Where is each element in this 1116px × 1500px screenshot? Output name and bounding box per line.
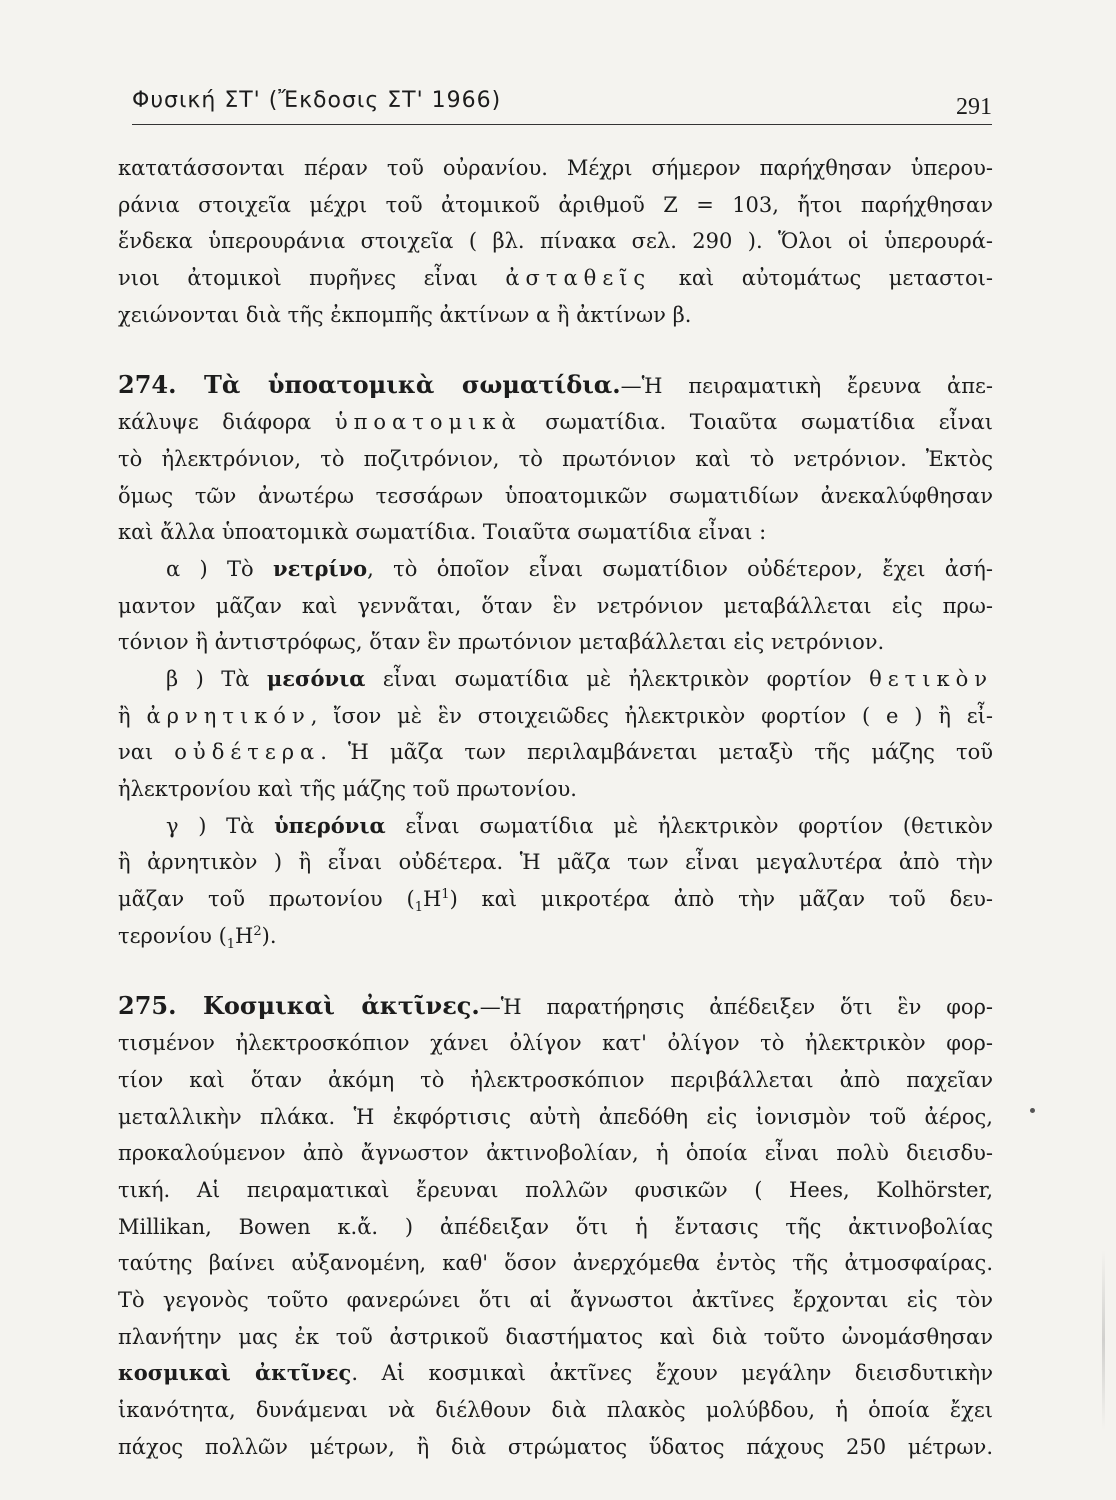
isotope-superscript: 1 [441, 887, 450, 903]
print-speck [1030, 1108, 1035, 1113]
text-line: τική. Αἱ πειραματικαὶ ἔρευναι πολλῶν φυσικῶν ( Hees, Kolhörster, [118, 1177, 993, 1202]
text-line: τισμένον ἠλεκτροσκόπιον χάνει ὀλίγον κατ' ὀλίγον τὸ ἠλεκτρικὸν φορ- [118, 1031, 993, 1056]
text-line: τόνιον ἢ ἀντιστρόφως, ὅταν ἓν πρωτόνιον μεταβάλλεται εἰς νετρόνιον. [118, 630, 885, 655]
section-274-first-line: 274. Τὰ ὑποατομικὰ σωματίδια.—Ἡ πειραματικὴ ἔρευνα ἀπε- [118, 370, 993, 400]
text-line: καὶ ἄλλα ὑποατομικὰ σωματίδια. Τοιαῦτα σωματίδια εἶναι : [118, 520, 767, 545]
text-line: χειώνονται διὰ τῆς ἐκπομπῆς ἀκτίνων α ἢ ἀκτίνων β. [118, 302, 692, 327]
text-line: προκαλούμενον ἀπὸ ἄγνωστον ἀκτινοβολίαν, ἡ ὁποία εἶναι πολὺ διεισδυ- [118, 1141, 993, 1166]
text-line: νιοι ἀτομικοὶ πυρῆνες εἶναι ἀσταθεῖς καὶ αὐτομάτως μεταστοι- [118, 266, 993, 291]
text-line: ὅμως τῶν ἀνωτέρω τεσσάρων ὑποατομικῶν σωματιδίων ἀνεκαλύφθησαν [118, 483, 993, 508]
emphasis-spaced: οὐδέτερα [174, 740, 321, 765]
text-line: ἢ ἀρνητικὸν ) ἢ εἶναι οὐδέτερα. Ἡ μᾶζα των εἶναι μεγαλυτέρα ἀπὸ τὴν [118, 850, 993, 875]
isotope-subscript: 1 [414, 900, 423, 916]
item-c-line: γ ) Τὰ ὑπερόνια εἶναι σωματίδια μὲ ἠλεκτρικὸν φορτίον (θετικὸν [166, 812, 993, 838]
text-line: ἢ ἀρνητικόν, ἴσον μὲ ἓν στοιχειῶδες ἠλεκτρικὸν φορτίον ( e ) ἢ εἶ- [118, 703, 993, 728]
emphasis-spaced: ἀρνητικόν [146, 703, 311, 728]
text-line: μᾶζαν τοῦ πρωτονίου $(_1H^1)$ καὶ μικροτέρα ἀπὸ τὴν μᾶζαν τοῦ δευ- [118, 887, 993, 916]
term-kosmikai-aktines: κοσμικαὶ ἀκτῖνες [118, 1360, 352, 1386]
text-line: τερονίου $(_1H^2)$. [118, 923, 277, 952]
text-line: Τὸ γεγονὸς τοῦτο φανερώνει ὅτι αἱ ἄγνωστοι ἀκτῖνες ἔρχονται εἰς τὸν [118, 1287, 993, 1312]
text-line: μαντον μᾶζαν καὶ γεννᾶται, ὅταν ἓν νετρόνιον μεταβάλλεται εἰς πρω- [118, 593, 993, 618]
emphasis-spaced: ἀσταθεῖς [505, 266, 652, 291]
text-line: κάλυψε διάφορα ὑποατομικὰ σωματίδια. Τοιαῦτα σωματίδια εἶναι [118, 410, 993, 435]
text-line: κοσμικαὶ ἀκτῖνες. Αἱ κοσμικαὶ ἀκτῖνες ἔχουν μεγάλην διεισδυτικὴν [118, 1360, 993, 1386]
text-line: μεταλλικὴν πλάκα. Ἡ ἐκφόρτισις αὐτὴ ἀπεδόθη εἰς ἰονισμὸν τοῦ ἀέρος, [118, 1104, 993, 1129]
isotope-subscript: 1 [226, 936, 236, 952]
isotope-superscript: 2 [253, 923, 262, 939]
scan-edge-shadow [1102, 1250, 1105, 1430]
running-header [132, 84, 992, 125]
emphasis-spaced: θετικὸν [869, 666, 993, 691]
text-line: πλανήτην μας ἐκ τοῦ ἀστρικοῦ διαστήματος καὶ διὰ τοῦτο ὠνομάσθησαν [118, 1324, 993, 1349]
page-body [118, 150, 993, 1465]
running-title: Φυσική ΣΤ' (Ἔκδοσις ΣΤ' 1966) [132, 88, 502, 113]
text-line: ράνια στοιχεῖα μέχρι τοῦ ἀτομικοῦ ἀριθμοῦ Z = 103, ἤτοι παρήχθησαν [118, 192, 993, 217]
text-line: ἱκανότητα, δυνάμεναι νὰ διέλθουν διὰ πλακὸς μολύβδου, ἡ ὁποία ἔχει [118, 1398, 993, 1422]
text-line: Millikan, Bowen κ.ἄ. ) ἀπέδειξαν ὅτι ἡ ἔντασις τῆς ἀκτινοβολίας [118, 1214, 993, 1239]
page-number: 291 [956, 94, 992, 120]
term-yperonia: ὑπερόνια [274, 812, 386, 838]
section-heading-275: 275. Κοσμικαὶ ἀκτῖνες. [118, 991, 480, 1021]
text-line: τὸ ἠλεκτρόνιον, τὸ ποζιτρόνιον, τὸ πρωτόνιον καὶ τὸ νετρόνιον. Ἐκτὸς [118, 446, 993, 471]
term-mesonia: μεσόνια [266, 665, 366, 691]
section-heading-274: 274. Τὰ ὑποατομικὰ σωματίδια. [118, 370, 621, 400]
text-line: κατατάσσονται πέραν τοῦ οὐρανίου. Μέχρι σήμερον παρήχθησαν ὑπερου- [118, 156, 993, 180]
term-netrino: νετρίνο [273, 555, 368, 581]
text-line: τίον καὶ ὅταν ἀκόμη τὸ ἠλεκτροσκόπιον περιβάλλεται ἀπὸ παχεῖαν [118, 1067, 993, 1092]
text-line: πάχος πολλῶν μέτρων, ἢ διὰ στρώματος ὕδατος πάχους 250 μέτρων. [118, 1434, 993, 1459]
text-line: ἠλεκτρονίου καὶ τῆς μάζης τοῦ πρωτονίου. [118, 777, 577, 801]
emphasis-spaced: ὑποατομικὰ [334, 410, 522, 435]
item-b-line: β ) Τὰ μεσόνια εἶναι σωματίδια μὲ ἠλεκτρικὸν φορτίον θετικὸν [166, 665, 993, 691]
section-275-first-line: 275. Κοσμικαὶ ἀκτῖνες.—Ἡ παρατήρησις ἀπέδειξεν ὅτι ἓν φορ- [118, 991, 993, 1021]
item-a-line: α ) Τὸ νετρίνο, τὸ ὁποῖον εἶναι σωματίδιον οὐδέτερον, ἔχει ἀσή- [166, 555, 993, 581]
text-line: ναι οὐδέτερα. Ἡ μᾶζα των περιλαμβάνεται μεταξὺ τῆς μάζης τοῦ [118, 740, 993, 765]
text-line: ἕνδεκα ὑπερουράνια στοιχεῖα ( βλ. πίνακα σελ. 290 ). Ὅλοι οἱ ὑπερουρά- [118, 229, 993, 254]
text-line: ταύτης βαίνει αὐξανομένη, καθ' ὅσον ἀνερχόμεθα ἐντὸς τῆς ἀτμοσφαίρας. [118, 1251, 993, 1276]
